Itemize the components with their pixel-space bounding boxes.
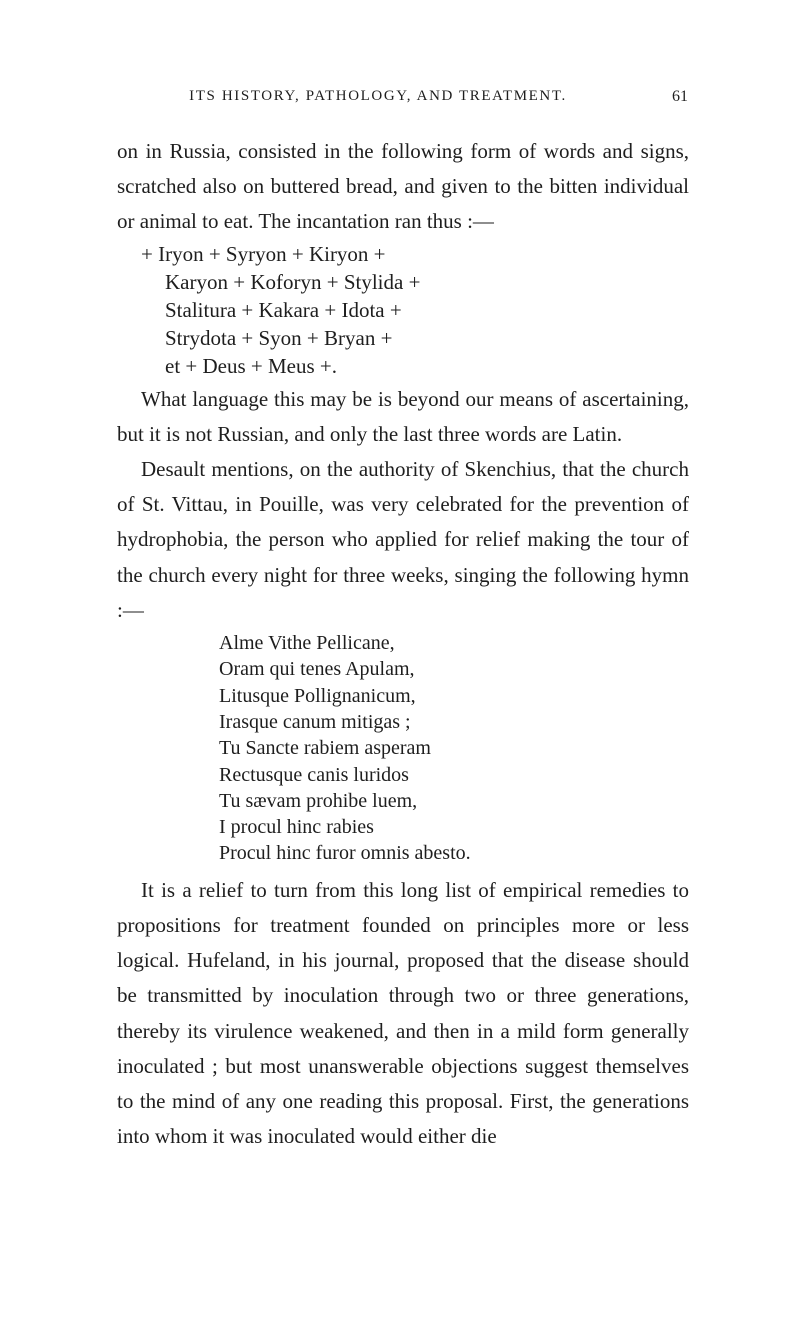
incantation-line: Stalitura + Kakara + Idota +: [165, 297, 402, 322]
hymn-block: [219, 628, 689, 873]
incantation-block: [117, 240, 689, 380]
hymn-line: Alme Vithe Pellicane,: [219, 632, 395, 655]
hymn-line: I procul hinc rabies: [219, 816, 374, 839]
incantation-line: Karyon + Koforyn + Stylida +: [165, 269, 421, 294]
incantation-line: + Iryon + Syryon + Kiryon +: [141, 241, 386, 266]
paragraph: It is a relief to turn from this long list of empirical remedies to propositions for treatment founded on principles more or less logical. Hufeland, in his journal, proposed that the disease should be transmitted by inoculation through two or three generations, thereby its virulence weakened, and then in a mild form generally inoculated ; but most unanswerable objections suggest themselves to the mind of any one reading this proposal. First, the generations into whom it was inoculated would either die: [117, 877, 689, 1149]
hymn-line: Litusque Pollignanicum,: [219, 684, 416, 707]
running-head: [118, 88, 688, 112]
body-text: [117, 134, 689, 1154]
incantation-line: et + Deus + Meus +.: [165, 353, 338, 378]
hymn-line: Rectusque canis luridos: [219, 763, 409, 786]
incantation-line: Strydota + Syon + Bryan +: [165, 325, 393, 350]
hymn-line: Tu Sancte rabiem asperam: [219, 737, 431, 760]
paragraph-continuation: on in Russia, consisted in the following form of words and signs, scratched also on buttered bread, and given to the bitten individual or animal to eat. The incantation ran thus :—: [117, 139, 689, 234]
paragraph: Desault mentions, on the authority of Skenchius, that the church of St. Vittau, in Pouille, was very celebrated for the prevention of hydrophobia, the person who applied for relief making the tour of the church every night for three weeks, singing the following hymn :—: [117, 457, 689, 622]
hymn-line: Oram qui tenes Apulam,: [219, 658, 415, 681]
hymn-line: Procul hinc furor omnis abesto.: [219, 842, 471, 865]
hymn-line: Tu sævam prohibe luem,: [219, 789, 418, 812]
hymn-line: Irasque canum mitigas ;: [219, 710, 411, 733]
paragraph: What language this may be is beyond our means of ascertaining, but it is not Russian, and only the last three words are Latin.: [117, 386, 689, 446]
page-number: 61: [672, 88, 688, 105]
running-head-title: ITS HISTORY, PATHOLOGY, AND TREATMENT.: [189, 88, 567, 104]
